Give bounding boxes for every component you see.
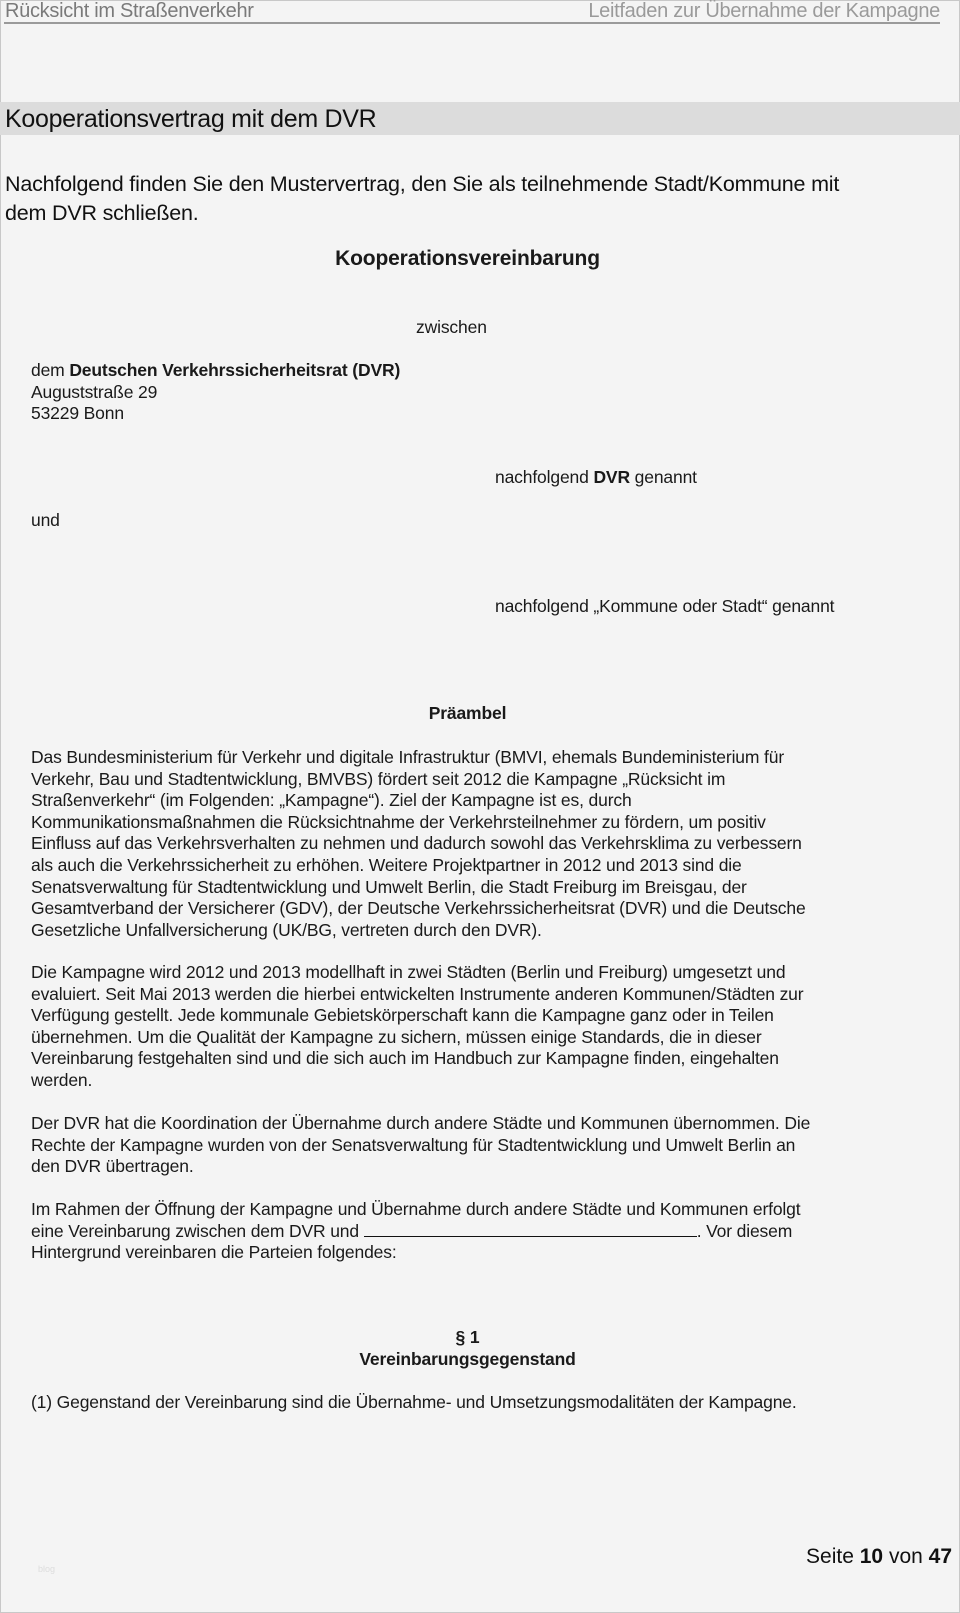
section-heading bbox=[0, 102, 960, 135]
footer-prefix: Seite bbox=[806, 1545, 860, 1568]
footer-mid: von bbox=[883, 1545, 929, 1568]
text-line: Im Rahmen der Öffnung der Kampagne und Übernahme durch andere Städte und Kommunen erfolgt bbox=[31, 1199, 801, 1219]
alias-suffix: genannt bbox=[629, 467, 697, 487]
text-line: evaluiert. Seit Mai 2013 werden die hierbei entwickelten Instrumente anderen Kommunen/Städten zur bbox=[31, 983, 804, 1004]
preamble-paragraph-4 bbox=[31, 1199, 800, 1264]
intro-paragraph bbox=[5, 170, 839, 228]
text-line: als auch die Verkehrssicherheit zu erhöhen. Weitere Projektpartner in 2012 und 2013 sind die bbox=[31, 854, 742, 875]
text-line: Verkehr, Bau und Stadtentwicklung, BMVBS) fördert seit 2012 die Kampagne „Rücksicht im bbox=[31, 768, 726, 789]
text-line: Kommunikationsmaßnahmen die Rücksichtnahme der Verkehrsteilnehmer zu fördern, um positiv bbox=[31, 811, 766, 832]
city-name-blank-field[interactable] bbox=[364, 1222, 697, 1237]
text-line: Das Bundesministerium für Verkehr und digitale Infrastruktur (BMVI, ehemals Bundeministerium für bbox=[31, 747, 785, 767]
party2-alias: nachfolgend „Kommune oder Stadt“ genannt bbox=[495, 596, 835, 616]
text-line: Einfluss auf das Verkehrsverhalten zu nehmen und dadurch sowohl das Verkehrsklima zu verbessern bbox=[31, 833, 802, 854]
alias-bold: DVR bbox=[593, 467, 630, 487]
text-line: Senatsverwaltung für Stadtentwicklung und Umwelt Berlin, die Stadt Freiburg im Breisgau, der bbox=[31, 876, 747, 897]
text-line: Gesetzliche Unfallversicherung (UK/BG, vertreten durch den DVR). bbox=[31, 919, 542, 940]
party1-alias bbox=[495, 467, 697, 489]
alias-prefix: nachfolgend bbox=[495, 467, 594, 487]
contract-title: Kooperationsvereinbarung bbox=[335, 247, 600, 270]
intro-line: dem DVR schließen. bbox=[5, 201, 199, 225]
header-divider bbox=[4, 22, 940, 24]
text-segment: eine Vereinbarung zwischen dem DVR und bbox=[31, 1220, 364, 1241]
text-line: Straßenverkehr“ (im Folgenden: „Kampagne“). Ziel der Kampagne ist es, durch bbox=[31, 790, 632, 811]
header-right: Leitfaden zur Übernahme der Kampagne bbox=[588, 0, 940, 22]
party1-city: 53229 Bonn bbox=[31, 403, 124, 424]
party1-street: Auguststraße 29 bbox=[31, 381, 158, 402]
and-label: und bbox=[31, 510, 60, 530]
party1-prefix: dem bbox=[31, 360, 70, 380]
watermark: blog bbox=[38, 1564, 56, 1574]
text-line: Der DVR hat die Koordination der Übernahme durch andere Städte und Kommunen übernommen. Die bbox=[31, 1113, 811, 1133]
page-number bbox=[806, 1545, 952, 1569]
preamble-paragraph-1 bbox=[31, 747, 806, 941]
text-line: Verfügung gestellt. Jede kommunale Gebietskörperschaft kann die Kampagne ganz oder in Teilen bbox=[31, 1005, 774, 1026]
section1-number: § 1 bbox=[455, 1327, 480, 1347]
party1-name: Deutschen Verkehrssicherheitsrat (DVR) bbox=[69, 360, 401, 380]
total-pages: 47 bbox=[928, 1545, 952, 1568]
intro-line: Nachfolgend finden Sie den Mustervertrag, den Sie als teilnehmende Stadt/Kommune mit bbox=[5, 172, 840, 196]
text-line: übernehmen. Um die Qualität der Kampagne zu sichern, müssen einige Standards, die in dieser bbox=[31, 1026, 762, 1047]
section1-title: Vereinbarungsgegenstand bbox=[359, 1349, 576, 1369]
text-line: den DVR übertragen. bbox=[31, 1156, 194, 1177]
text-line: Rechte der Kampagne wurden von der Senatsverwaltung für Stadtentwicklung und Umwelt Berlin an bbox=[31, 1134, 796, 1155]
text-line: Hintergrund vereinbaren die Parteien folgendes: bbox=[31, 1242, 397, 1263]
preamble-paragraph-3 bbox=[31, 1113, 810, 1178]
header-left: Rücksicht im Straßenverkehr bbox=[5, 0, 254, 22]
text-line: Vereinbarung festgehalten sind und die sich auch im Handbuch zur Kampagne finden, eingehalten bbox=[31, 1048, 779, 1069]
text-line: Die Kampagne wird 2012 und 2013 modellhaft in zwei Städten (Berlin und Freiburg) umgesetzt und bbox=[31, 962, 786, 982]
section1-text: (1) Gegenstand der Vereinbarung sind die Übernahme- und Umsetzungsmodalitäten der Kampagne. bbox=[31, 1392, 797, 1412]
text-line: Gesamtverband der Versicherer (GDV), der Deutsche Verkehrssicherheitsrat (DVR) und die Deutsche bbox=[31, 898, 806, 919]
preamble-title: Präambel bbox=[428, 703, 507, 723]
section-title: Kooperationsvertrag mit dem DVR bbox=[5, 105, 377, 133]
text-line: werden. bbox=[31, 1069, 93, 1090]
current-page: 10 bbox=[859, 1545, 884, 1568]
text-segment: . Vor diesem bbox=[696, 1220, 793, 1241]
party1-block bbox=[31, 360, 400, 425]
preamble-paragraph-2 bbox=[31, 962, 803, 1092]
between-label: zwischen bbox=[416, 317, 487, 337]
